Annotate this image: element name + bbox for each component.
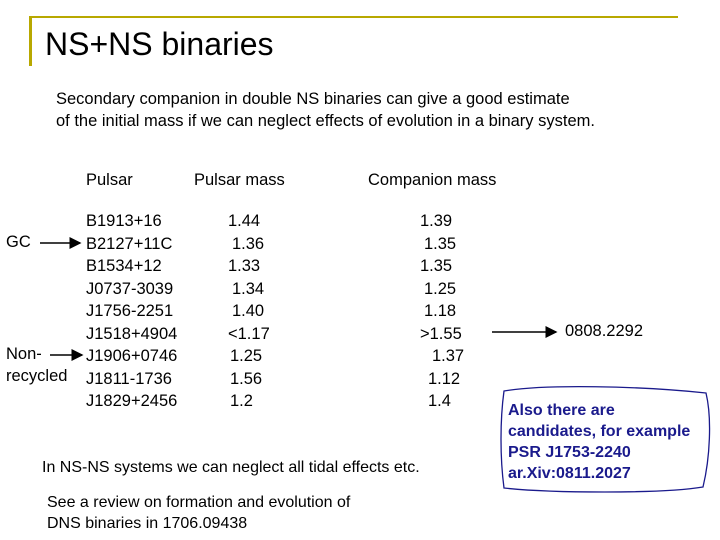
pulsar-name: B1534+12 <box>86 257 162 275</box>
candidates-line1: Also there are <box>508 402 615 419</box>
companion-mass-value: 1.39 <box>420 212 453 230</box>
companion-mass-value: 1.37 <box>432 347 465 365</box>
pulsar-mass-value: 1.33 <box>228 257 261 275</box>
companion-mass-value: 1.35 <box>424 234 457 253</box>
pulsar-name: J1518+4904 <box>86 324 178 343</box>
gc-label: GC <box>6 233 31 251</box>
tidal-note: In NS-NS systems we can neglect all tidal effects etc. <box>42 459 420 476</box>
pulsar-name: B1913+16 <box>86 212 162 230</box>
pulsar-name: J1829+2456 <box>86 392 178 410</box>
slide-title: NS+NS binaries <box>45 26 274 62</box>
pulsar-name: J1906+0746 <box>86 347 178 365</box>
header-pulsar: Pulsar <box>86 171 133 189</box>
companion-mass-value: 1.35 <box>420 257 453 275</box>
candidates-line2: candidates, for example <box>508 423 691 440</box>
review-note-line1: See a review on formation and evolution of <box>47 494 351 511</box>
pulsar-name: J1811-1736 <box>86 369 172 388</box>
nonrecycled-label-line2: recycled <box>6 367 68 385</box>
header-pulsar-mass: Pulsar mass <box>194 171 285 189</box>
companion-mass-value: 1.25 <box>424 279 457 298</box>
candidates-line4: ar.Xiv:0811.2027 <box>508 465 631 482</box>
intro-line-2: of the initial mass if we can neglect effects of evolution in a binary system. <box>56 112 595 130</box>
companion-mass-value: 1.18 <box>424 302 457 320</box>
review-note-line2: DNS binaries in 1706.09438 <box>47 515 248 532</box>
pulsar-mass-value: 1.36 <box>232 234 265 253</box>
pulsar-mass-value: 1.44 <box>228 212 261 230</box>
candidates-annotation <box>508 400 690 484</box>
companion-mass-value: 1.4 <box>428 392 451 410</box>
review-note <box>47 492 350 534</box>
arxiv-reference: 0808.2292 <box>565 322 643 340</box>
pulsar-mass-value: 1.56 <box>230 369 263 388</box>
pulsar-mass-value: <1.17 <box>228 324 270 343</box>
pulsar-mass-value: 1.25 <box>230 347 263 365</box>
pulsar-name: J0737-3039 <box>86 279 174 298</box>
companion-mass-value: 1.12 <box>428 369 461 388</box>
nonrecycled-label-line1: Non- <box>6 345 42 363</box>
intro-line-1: Secondary companion in double NS binaries can give a good estimate <box>56 90 570 108</box>
companion-mass-value: >1.55 <box>420 324 462 343</box>
pulsar-name: B2127+11C <box>86 234 173 253</box>
candidates-line3: PSR J1753-2240 <box>508 444 631 461</box>
pulsar-mass-value: 1.34 <box>232 279 265 298</box>
pulsar-name: J1756-2251 <box>86 302 174 320</box>
pulsar-mass-value: 1.40 <box>232 302 265 320</box>
header-companion-mass: Companion mass <box>368 171 497 189</box>
pulsar-mass-value: 1.2 <box>230 392 253 410</box>
